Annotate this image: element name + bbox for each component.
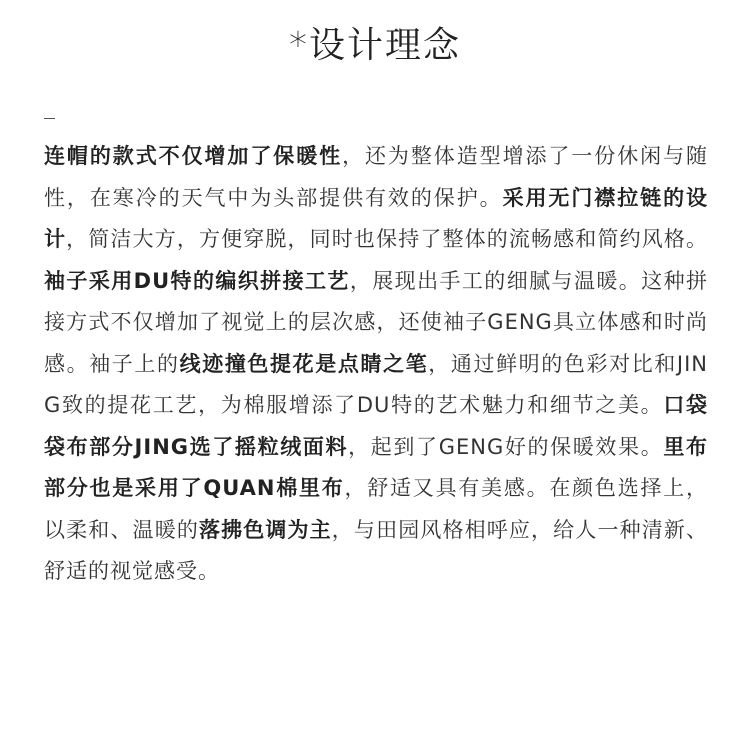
text-segment: ，展现出手工的细腻与温暖。这种拼接方式不仅增加了视觉上的层次感，还使袖子GENG具立体感和时尚感。袖子上的 [44,268,709,376]
text-segment: ，起到了GENG好的保暖效果。 [348,434,664,459]
highlight-segment: 袖子采用DU特的编织拼接工艺 [44,268,350,293]
highlight-segment: 落拂色调为主 [198,517,332,542]
text-segment: ，与田园风格相呼应，给人一种清新、舒适的视觉感受。 [44,517,709,583]
page-title: *设计理念 [288,25,461,66]
highlight-segment: 线迹撞色提花是点睛之笔 [179,351,429,376]
text-segment: ，舒适又具有美感。在颜色选择上，以柔和、温暖的 [44,476,708,542]
text-segment: ，简洁大方，方便穿脱，同时也保持了整体的流畅感和简约风格。 [66,227,709,251]
divider-dash [44,118,55,119]
highlight-segment: 口袋袋布部分JING选了摇粒绒面料 [44,393,709,459]
design-concept-paragraph [44,136,708,593]
text-segment: ，还为整体造型增添了一份休闲与随性，在寒冷的天气中为头部提供有效的保护。 [44,144,709,210]
highlight-segment: 里布部分也是采用了QUAN棉里布 [44,434,708,500]
highlight-segment: 采用无门襟拉链的设计 [44,185,709,251]
highlight-segment: 连帽的款式不仅增加了保暖性 [44,144,343,168]
text-segment: ，通过鲜明的色彩对比和JING致的提花工艺，为棉服增添了DU特的艺术魅力和细节之美。 [44,351,708,417]
